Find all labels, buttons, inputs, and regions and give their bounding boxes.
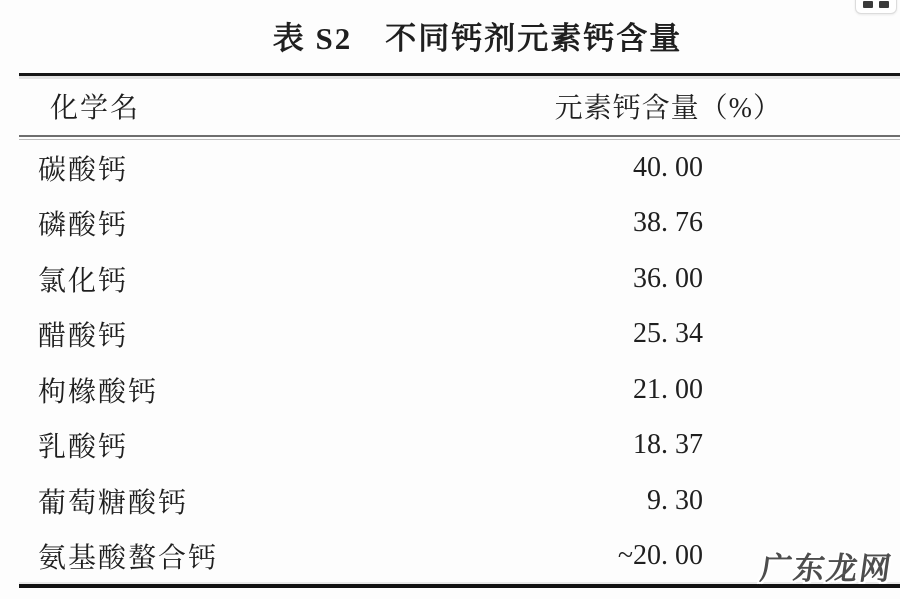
chemical-name-cell: 氯化钙 [38, 265, 129, 297]
table-header-row [0, 76, 900, 135]
table-row [0, 418, 900, 474]
toolbar-left-icon[interactable] [863, 1, 873, 8]
chemical-name-cell: 醋酸钙 [38, 321, 129, 353]
calcium-value-cell: 36. 00 [633, 262, 703, 294]
chemical-name-cell: 磷酸钙 [38, 210, 129, 242]
column-header-calcium-content: 元素钙含量（%） [554, 92, 782, 124]
table-row [0, 473, 900, 529]
calcium-value-cell: 25. 34 [633, 318, 703, 350]
table-row [0, 362, 900, 418]
table-row [0, 251, 900, 307]
chemical-name-cell: 枸橼酸钙 [38, 376, 159, 408]
table-body [0, 140, 900, 584]
table-title: 表 S2 不同钙剂元素钙含量 [272, 21, 683, 56]
table-row [0, 140, 900, 196]
header-underline-rule [19, 135, 900, 137]
calcium-value-cell: 9. 30 [647, 484, 703, 516]
site-watermark: 广东龙网 [758, 551, 896, 586]
column-header-chemical-name: 化学名 [50, 92, 141, 124]
calcium-value-cell: 40. 00 [633, 151, 703, 183]
chemical-name-cell: 乳酸钙 [38, 432, 129, 464]
chemical-name-cell: 葡萄糖酸钙 [38, 487, 189, 519]
table-row [0, 196, 900, 252]
calcium-value-cell: 38. 76 [633, 207, 703, 239]
chemical-name-cell: 氨基酸螯合钙 [38, 543, 219, 575]
table-row [0, 307, 900, 363]
toolbar-right-icon[interactable] [879, 1, 889, 8]
calcium-value-cell: 18. 37 [633, 429, 703, 461]
calcium-value-cell: ~20. 00 [617, 540, 703, 572]
chemical-name-cell: 碳酸钙 [38, 154, 129, 186]
calcium-value-cell: 21. 00 [633, 373, 703, 405]
floating-toolbar[interactable] [855, 0, 897, 14]
